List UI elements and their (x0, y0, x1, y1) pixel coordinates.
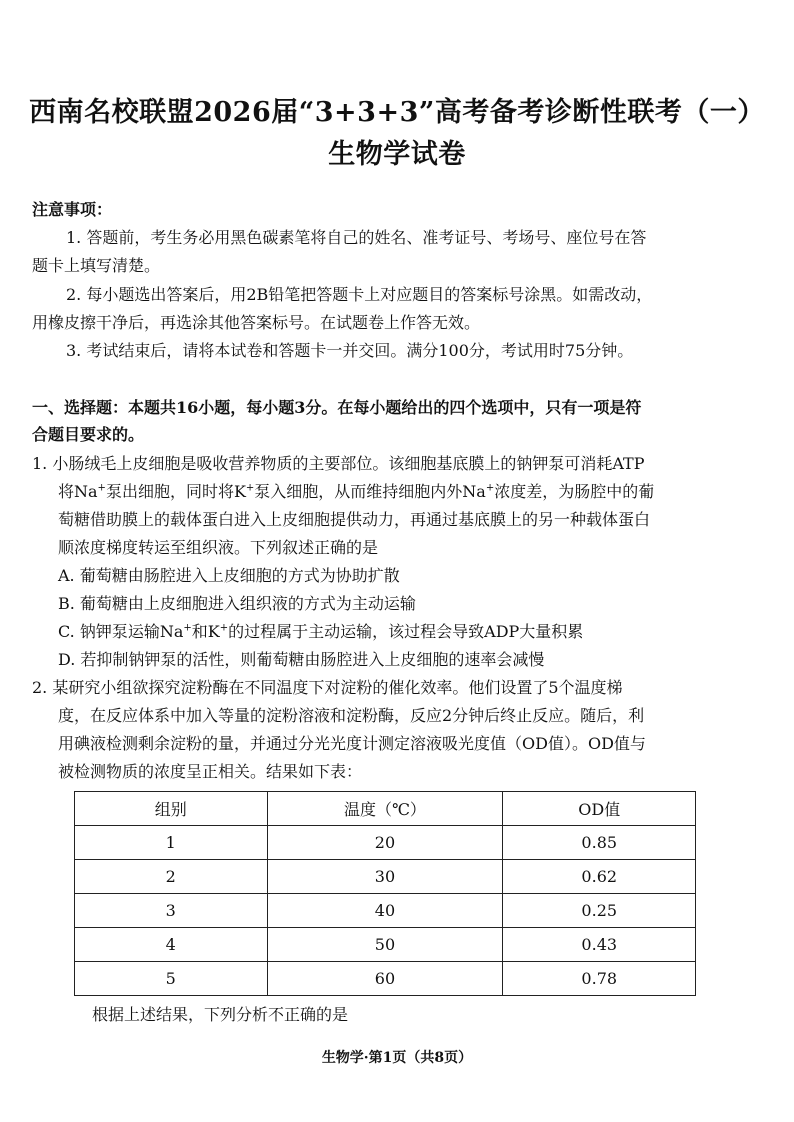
table-cell: 20 (267, 826, 503, 860)
table-row (75, 894, 696, 928)
q1-option-c-text: 的过程属于主动运输，该过程会导致ADP大量积累 (228, 622, 584, 641)
table-cell: 50 (267, 928, 503, 962)
exam-subject-title: 生物学试卷 (328, 139, 466, 170)
q1-stem-line-4: 顺浓度梯度转运至组织液。下列叙述正确的是 (58, 538, 379, 557)
q2-stem-line-2: 度，在反应体系中加入等量的淀粉溶液和淀粉酶，反应2分钟后终止反应。随后，利 (58, 706, 645, 725)
q1-text: 将Na (58, 482, 98, 501)
notice-line-3: 2. 每小题选出答案后，用2B铅笔把答题卡上对应题目的答案标号涂黑。如需改动， (66, 285, 653, 304)
section-heading-cont: 合题目要求的。 (32, 425, 145, 444)
section-heading: 一、选择题：本题共16小题，每小题3分。在每小题给出的四个选项中，只有一项是符 (32, 398, 642, 417)
table-header-group: 组别 (75, 792, 268, 826)
table-cell: 30 (267, 860, 503, 894)
q1-stem-line-2 (58, 482, 654, 502)
q1-text: 泵出细胞，同时将K (105, 482, 246, 501)
table-header-row (75, 792, 696, 826)
table-cell: 3 (75, 894, 268, 928)
page-footer: 生物学·第1页（共8页） (321, 1050, 473, 1066)
ion-charge: + (219, 622, 229, 634)
ion-charge: + (485, 482, 495, 494)
table-cell: 0.62 (503, 860, 696, 894)
notice-line-5: 3. 考试结束后，请将本试卷和答题卡一并交回。满分100分，考试用时75分钟。 (66, 341, 634, 360)
exam-title: 西南名校联盟2026届“3+3+3”高考备考诊断性联考（一） (29, 97, 765, 128)
q1-option-d: D. 若抑制钠钾泵的活性，则葡萄糖由肠腔进入上皮细胞的速率会减慢 (58, 650, 545, 669)
table-cell: 5 (75, 962, 268, 996)
table-cell: 0.25 (503, 894, 696, 928)
ion-charge: + (97, 482, 106, 494)
ion-charge: + (245, 482, 255, 494)
q2-stem-line-1: 2. 某研究小组欲探究淀粉酶在不同温度下对淀粉的催化效率。他们设置了5个温度梯 (32, 678, 623, 697)
q2-stem-line-4: 被检测物质的浓度呈正相关。结果如下表： (58, 762, 363, 781)
q1-option-c (58, 622, 583, 642)
table-row (75, 826, 696, 860)
notice-line-1: 1. 答题前，考生务必用黑色碳素笔将自己的姓名、准考证号、考场号、座位号在答 (66, 228, 647, 247)
q2-question: 根据上述结果，下列分析不正确的是 (92, 1005, 349, 1024)
table-cell: 2 (75, 860, 268, 894)
table-cell: 0.78 (503, 962, 696, 996)
q1-stem-line-1: 1. 小肠绒毛上皮细胞是吸收营养物质的主要部位。该细胞基底膜上的钠钾泵可消耗ATP (32, 454, 645, 473)
q1-text: 泵入细胞，从而维持细胞内外Na (254, 482, 486, 501)
table-cell: 40 (267, 894, 503, 928)
q1-text: 浓度差，为肠腔中的葡 (494, 482, 655, 501)
notice-line-4: 用橡皮擦干净后，再选涂其他答案标号。在试题卷上作答无效。 (32, 313, 481, 332)
q1-option-c-text: C. 钠钾泵运输Na (58, 622, 184, 641)
q1-option-b: B. 葡萄糖由上皮细胞进入组织液的方式为主动运输 (58, 594, 416, 613)
q1-option-c-text: 和K (191, 622, 220, 641)
table-row (75, 962, 696, 996)
notice-heading: 注意事项： (32, 200, 113, 219)
table-header-od: OD值 (503, 792, 696, 826)
q2-stem-line-3: 用碘液检测剩余淀粉的量，并通过分光光度计测定溶液吸光度值（OD值）。OD值与 (58, 734, 646, 753)
table-cell: 4 (75, 928, 268, 962)
table-cell: 1 (75, 826, 268, 860)
table-cell: 0.85 (503, 826, 696, 860)
table-row (75, 928, 696, 962)
q1-option-a: A. 葡萄糖由肠腔进入上皮细胞的方式为协助扩散 (58, 566, 400, 585)
table-row (75, 860, 696, 894)
table-header-temperature: 温度（℃） (267, 792, 503, 826)
results-table (74, 791, 696, 996)
q1-stem-line-3: 萄糖借助膜上的载体蛋白进入上皮细胞提供动力，再通过基底膜上的另一种载体蛋白 (58, 510, 651, 529)
ion-charge: + (183, 622, 192, 634)
notice-line-2: 题卡上填写清楚。 (32, 256, 161, 275)
table-cell: 0.43 (503, 928, 696, 962)
table-cell: 60 (267, 962, 503, 996)
